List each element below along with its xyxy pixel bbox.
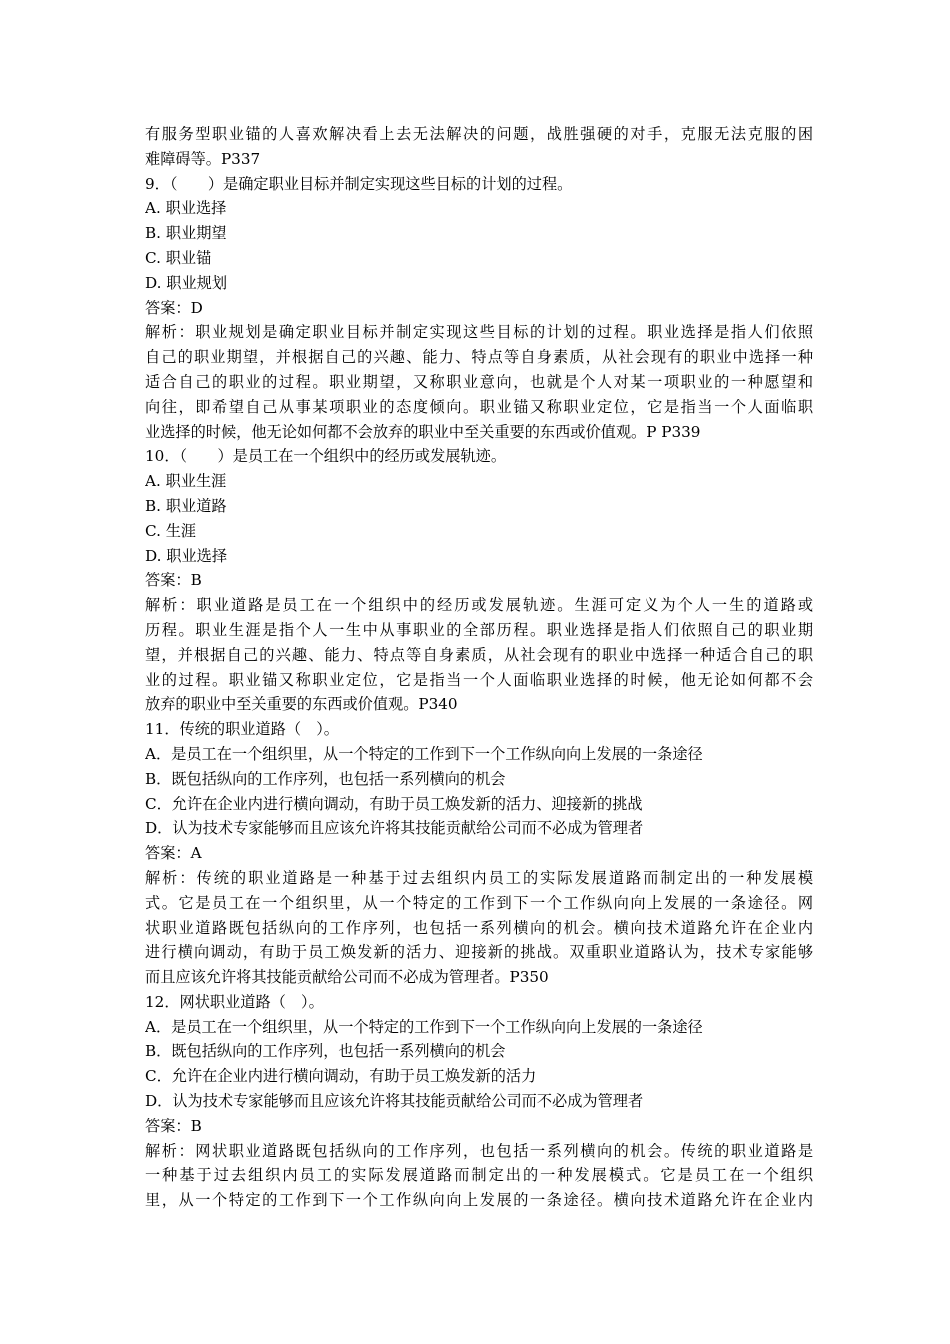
text-line: A. 职业生涯 — [145, 472, 227, 491]
text-line: 适合自己的职业的过程。职业期望，又称职业意向，也就是个人对某一项职业的一种愿望和 — [145, 372, 813, 391]
text-line: 难障碍等。P337 — [145, 149, 261, 168]
text-line: C．允许在企业内进行横向调动，有助于员工焕发新的活力 — [145, 1067, 537, 1086]
text-line: 业选择的时候，他无论如何都不会放弃的职业中至关重要的东西或价值观。P P339 — [145, 422, 701, 441]
text-line: 12．网状职业道路（ ）。 — [145, 992, 324, 1011]
text-line: D．认为技术专家能够而且应该允许将其技能贡献给公司而不必成为管理者 — [145, 1092, 644, 1111]
text-line: 答案：B — [145, 571, 202, 590]
text-line: B. 职业期望 — [145, 224, 227, 243]
text-line: 而且应该允许将其技能贡献给公司而不必成为管理者。P350 — [145, 968, 549, 987]
text-line: D. 职业选择 — [145, 546, 228, 565]
text-line: B．既包括纵向的工作序列，也包括一系列横向的机会 — [145, 769, 506, 788]
document-body — [145, 122, 813, 1213]
text-line: 解析：传统的职业道路是一种基于过去组织内员工的实际发展道路而制定出的一种发展模 — [145, 868, 813, 887]
text-line: 业的过程。职业锚又称职业定位，它是指当一个人面临职业选择的时候，他无论如何都不会 — [145, 670, 813, 689]
text-line: A．是员工在一个组织里，从一个特定的工作到下一个工作纵向向上发展的一条途径 — [145, 1017, 703, 1036]
text-line: C. 生涯 — [145, 521, 197, 540]
text-line: 解析：职业道路是员工在一个组织中的经历或发展轨迹。生涯可定义为个人一生的道路或 — [145, 596, 813, 615]
text-line: D．认为技术专家能够而且应该允许将其技能贡献给公司而不必成为管理者 — [145, 819, 644, 838]
text-line: 解析：职业规划是确定职业目标并制定实现这些目标的计划的过程。职业选择是指人们依照 — [145, 323, 813, 342]
text-line: A. 职业选择 — [145, 199, 227, 218]
text-line: D. 职业规划 — [145, 273, 228, 292]
text-line: 向往，即希望自己从事某项职业的态度倾向。职业锚又称职业定位，它是指当一个人面临职 — [145, 397, 813, 416]
text-line: 历程。职业生涯是指个人一生中从事职业的全部历程。职业选择是指人们依照自己的职业期 — [145, 620, 813, 639]
text-line: A．是员工在一个组织里，从一个特定的工作到下一个工作纵向向上发展的一条途径 — [145, 744, 703, 763]
text-line: 进行横向调动，有助于员工焕发新的活力、迎接新的挑战。双重职业道路认为，技术专家能够 — [145, 943, 813, 962]
text-line: 答案：A — [145, 844, 202, 863]
text-line: 式。它是员工在一个组织里，从一个特定的工作到下一个工作纵向向上发展的一条途径。网 — [145, 893, 813, 912]
text-line: 一种基于过去组织内员工的实际发展道路而制定出的一种发展模式。它是员工在一个组织 — [145, 1166, 813, 1185]
text-line: 解析：网状职业道路既包括纵向的工作序列，也包括一系列横向的机会。传统的职业道路是 — [145, 1141, 813, 1160]
text-line: C. 职业锚 — [145, 248, 212, 267]
text-line: 11．传统的职业道路（ ）。 — [145, 720, 339, 739]
text-line: 有服务型职业锚的人喜欢解决看上去无法解决的问题，战胜强硬的对手，克服无法克服的困 — [145, 125, 813, 143]
text-line: 10．（ ）是员工在一个组织中的经历或发展轨迹。 — [145, 447, 507, 466]
text-line: 望，并根据自己的兴趣、能力、特点等自身素质，从社会现有的职业中选择一种适合自己的职 — [145, 645, 813, 664]
text-line: 里，从一个特定的工作到下一个工作纵向向上发展的一条途径。横向技术道路允许在企业内 — [145, 1191, 813, 1210]
text-line: 自己的职业期望，并根据自己的兴趣、能力、特点等自身素质，从社会现有的职业中选择一种 — [145, 348, 813, 367]
text-line: 放弃的职业中至关重要的东西或价值观。P340 — [145, 695, 458, 714]
text-line: C．允许在企业内进行横向调动，有助于员工焕发新的活力、迎接新的挑战 — [145, 794, 643, 813]
text-line: 答案：D — [145, 298, 203, 317]
text-line: 9．（ ）是确定职业目标并制定实现这些目标的计划的过程。 — [145, 174, 573, 193]
text-line: B. 职业道路 — [145, 496, 227, 515]
text-line: 状职业道路既包括纵向的工作序列，也包括一系列横向的机会。横向技术道路允许在企业内 — [145, 918, 813, 937]
text-line: 答案：B — [145, 1116, 202, 1135]
text-line: B．既包括纵向的工作序列，也包括一系列横向的机会 — [145, 1042, 506, 1061]
